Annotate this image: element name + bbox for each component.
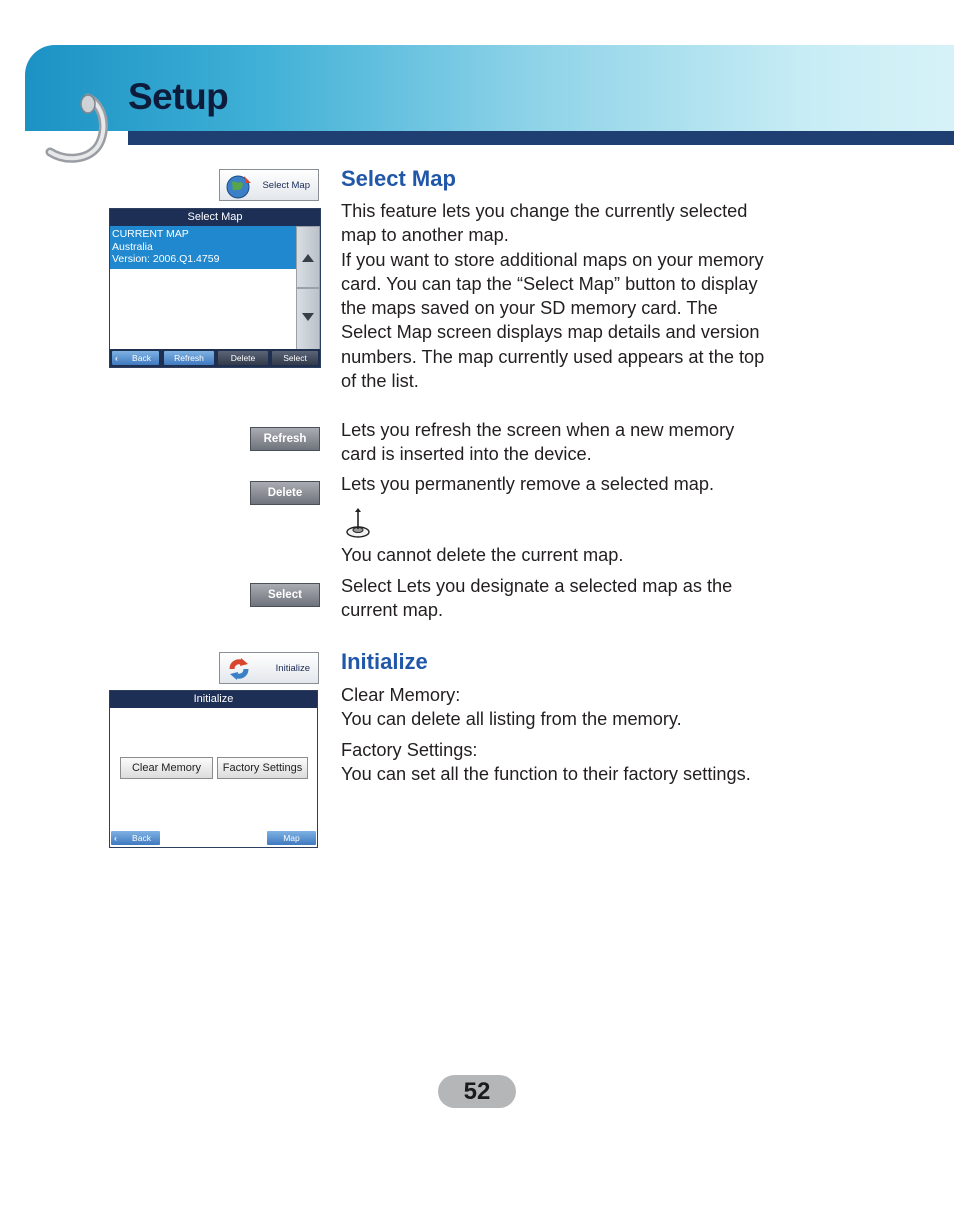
refresh-description <box>341 418 821 467</box>
delete-note: You cannot delete the current map. <box>341 545 624 565</box>
note-pin-icon <box>345 507 373 539</box>
clear-memory-heading: Clear Memory: <box>341 685 461 705</box>
initialize-icon-button <box>219 652 319 684</box>
map-button[interactable]: Map <box>267 831 316 845</box>
clear-memory-button[interactable]: Clear Memory <box>120 757 213 779</box>
select-button: Select <box>250 583 320 607</box>
refresh-bar-button[interactable]: Refresh <box>164 351 214 365</box>
factory-settings-button[interactable]: Factory Settings <box>217 757 308 779</box>
page-title: Setup <box>128 76 229 117</box>
back-button[interactable] <box>112 351 159 365</box>
screen-bottom-bar <box>110 829 317 847</box>
page-number: 52 <box>438 1075 516 1108</box>
chevron-left-icon: ‹ <box>114 833 117 843</box>
initialize-screen <box>109 690 318 848</box>
screen-title: Initialize <box>110 691 317 708</box>
factory-settings-heading: Factory Settings: <box>341 740 478 760</box>
chevron-left-icon: ‹ <box>115 353 118 363</box>
select-map-icon-button <box>219 169 319 201</box>
text-line: numbers. The map currently used appears at the top <box>341 346 765 367</box>
refresh-button: Refresh <box>250 427 320 451</box>
text-line: current map. <box>341 600 444 621</box>
delete-description: Lets you permanently remove a selected map. <box>341 474 715 494</box>
text-line: Select Map screen displays map details and version <box>341 322 760 343</box>
map-version: Version: 2006.Q1.4759 <box>112 253 220 265</box>
initialize-icon-label: Initialize <box>275 663 310 674</box>
text-line: of the list. <box>341 371 419 392</box>
text-line: This feature lets you change the currently selected <box>341 201 748 221</box>
factory-settings-text: You can set all the function to their factory settings. <box>341 764 751 785</box>
text-line: Select Lets you designate a selected map as the <box>341 576 733 596</box>
text-line: If you want to store additional maps on your memory <box>341 249 764 270</box>
text-line: card is inserted into the device. <box>341 444 592 465</box>
select-map-screen <box>109 208 321 368</box>
scrollbar[interactable] <box>296 226 320 349</box>
back-label: Back <box>132 353 151 363</box>
select-description <box>341 574 821 623</box>
map-name: Australia <box>112 240 153 253</box>
globe-icon <box>224 172 254 200</box>
clear-memory-text: You can delete all listing from the memory. <box>341 709 682 730</box>
delete-bar-button[interactable]: Delete <box>218 351 268 365</box>
back-button[interactable] <box>111 831 160 845</box>
scroll-down-button[interactable] <box>296 288 320 350</box>
text-line: map to another map. <box>341 225 509 246</box>
select-bar-button[interactable]: Select <box>272 351 318 365</box>
factory-settings-description <box>341 738 821 787</box>
screen-title: Select Map <box>110 209 320 226</box>
back-label: Back <box>132 833 151 843</box>
refresh-arrows-icon <box>224 655 254 683</box>
scroll-up-button[interactable] <box>296 226 320 288</box>
triangle-up-icon <box>297 227 319 287</box>
current-map-item[interactable] <box>110 226 296 269</box>
initialize-heading: Initialize <box>341 649 428 674</box>
current-map-label: CURRENT MAP <box>112 228 189 240</box>
select-map-icon-label: Select Map <box>262 180 310 191</box>
select-map-description <box>341 199 821 393</box>
delete-button: Delete <box>250 481 320 505</box>
header-strip <box>128 131 954 145</box>
select-map-heading: Select Map <box>341 166 456 191</box>
clear-memory-description <box>341 683 821 732</box>
text-line: Lets you refresh the screen when a new memory <box>341 420 735 440</box>
screen-bottom-bar <box>110 349 320 367</box>
text-line: the maps saved on your SD memory card. The <box>341 298 718 319</box>
text-line: card. You can tap the “Select Map” button to display <box>341 273 758 294</box>
triangle-down-icon <box>297 289 319 349</box>
